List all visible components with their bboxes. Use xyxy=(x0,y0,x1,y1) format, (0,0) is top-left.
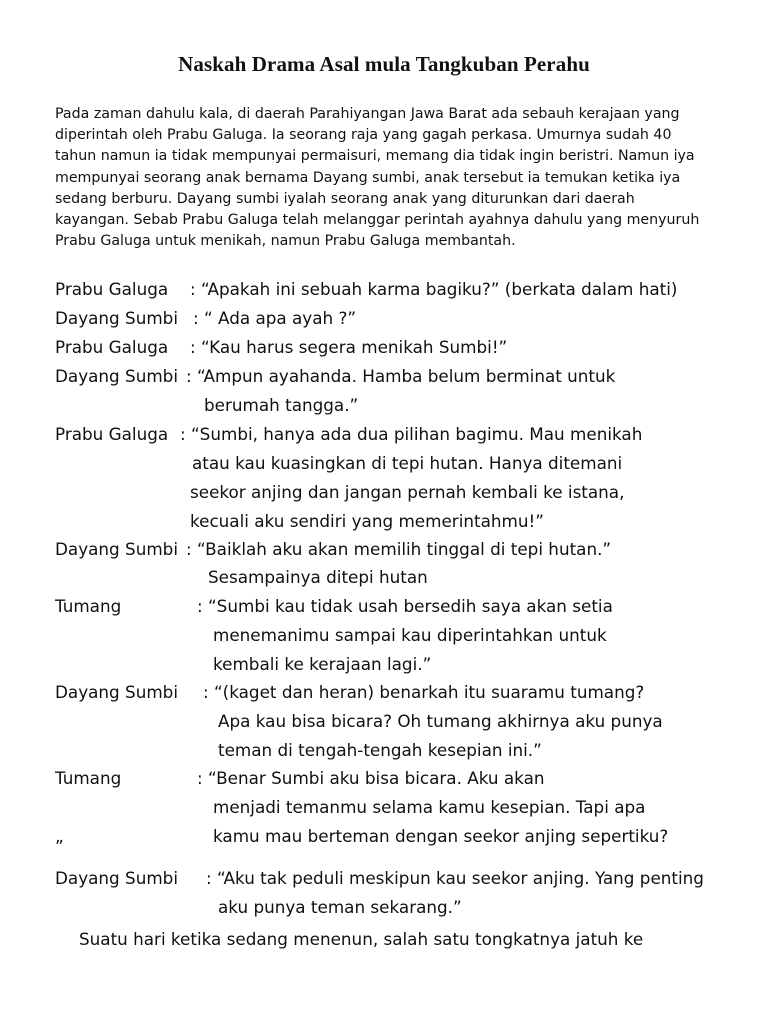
speech-text: : “Aku tak peduli meskipun kau seekor anjing. Yang penting xyxy=(206,868,704,888)
speech-text: menjadi temanmu selama kamu kesepian. Tapi apa xyxy=(213,797,646,817)
intro-line: kayangan. Sebab Prabu Galuga telah melanggar perintah ayahnya dahulu yang menyuruh xyxy=(55,212,700,229)
speaker-name: Dayang Sumbi xyxy=(55,868,178,888)
speech-text: : “Kau harus segera menikah Sumbi!” xyxy=(190,337,508,357)
document-title: Naskah Drama Asal mula Tangkuban Perahu xyxy=(178,52,590,76)
speech-text: atau kau kuasingkan di tepi hutan. Hanya ditemani xyxy=(192,453,623,473)
speaker-name: Prabu Galuga xyxy=(55,279,169,299)
speaker-name: Dayang Sumbi xyxy=(55,539,178,559)
intro-line: Prabu Galuga untuk menikah, namun Prabu Galuga membantah. xyxy=(55,233,516,250)
speech-text: : “Sumbi, hanya ada dua pilihan bagimu. Mau menikah xyxy=(180,424,643,444)
speech-text: Sesampainya ditepi hutan xyxy=(208,567,428,587)
intro-line: mempunyai seorang anak bernama Dayang sumbi, anak tersebut ia temukan ketika iya xyxy=(55,169,681,186)
speech-text: Suatu hari ketika sedang menenun, salah satu tongkatnya jatuh ke xyxy=(79,929,644,949)
intro-line: diperintah oleh Prabu Galuga. Ia seorang raja yang gagah perkasa. Umurnya sudah 40 xyxy=(55,127,672,144)
speaker-name: Dayang Sumbi xyxy=(55,366,178,386)
speech-text: : “(kaget dan heran) benarkah itu suaramu tumang? xyxy=(203,682,645,702)
speaker-name: Prabu Galuga xyxy=(55,424,169,444)
speech-text: : “ Ada apa ayah ?” xyxy=(193,308,357,328)
intro-line: sedang berburu. Dayang sumbi iyalah seorang anak yang diturunkan dari daerah xyxy=(55,190,635,207)
speech-text: Apa kau bisa bicara? Oh tumang akhirnya aku punya xyxy=(218,711,663,731)
speech-text: : “Benar Sumbi aku bisa bicara. Aku akan xyxy=(197,768,545,788)
speech-text: menemanimu sampai kau diperintahkan untuk xyxy=(213,625,607,645)
speaker-name: „ xyxy=(55,826,64,846)
speech-text: : “Baiklah aku akan memilih tinggal di tepi hutan.” xyxy=(186,539,612,559)
speech-text: aku punya teman sekarang.” xyxy=(218,897,462,917)
speech-text: kecuali aku sendiri yang memerintahmu!” xyxy=(190,511,544,531)
speech-text: seekor anjing dan jangan pernah kembali ke istana, xyxy=(190,482,625,502)
speaker-name: Prabu Galuga xyxy=(55,337,169,357)
speech-text: kamu mau berteman dengan seekor anjing sepertiku? xyxy=(213,826,669,846)
intro-line: tahun namun ia tidak mempunyai permaisuri, memang dia tidak ingin beristri. Namun iya xyxy=(55,148,695,165)
intro-line: Pada zaman dahulu kala, di daerah Parahiyangan Jawa Barat ada sebauh kerajaan yang xyxy=(55,106,680,122)
speech-text: : “Apakah ini sebuah karma bagiku?” (berkata dalam hati) xyxy=(190,279,678,299)
speech-text: : “Ampun ayahanda. Hamba belum berminat untuk xyxy=(186,366,616,386)
speech-text: kembali ke kerajaan lagi.” xyxy=(213,654,432,674)
speech-text: teman di tengah-tengah kesepian ini.” xyxy=(218,740,542,760)
speaker-name: Tumang xyxy=(55,596,122,616)
speech-text: : “Sumbi kau tidak usah bersedih saya akan setia xyxy=(197,596,613,616)
speech-text: berumah tangga.” xyxy=(204,395,359,415)
intro-paragraph xyxy=(55,104,735,252)
speaker-name: Dayang Sumbi xyxy=(55,682,178,702)
speaker-name: Dayang Sumbi xyxy=(55,308,178,328)
speaker-name: Tumang xyxy=(55,768,122,788)
